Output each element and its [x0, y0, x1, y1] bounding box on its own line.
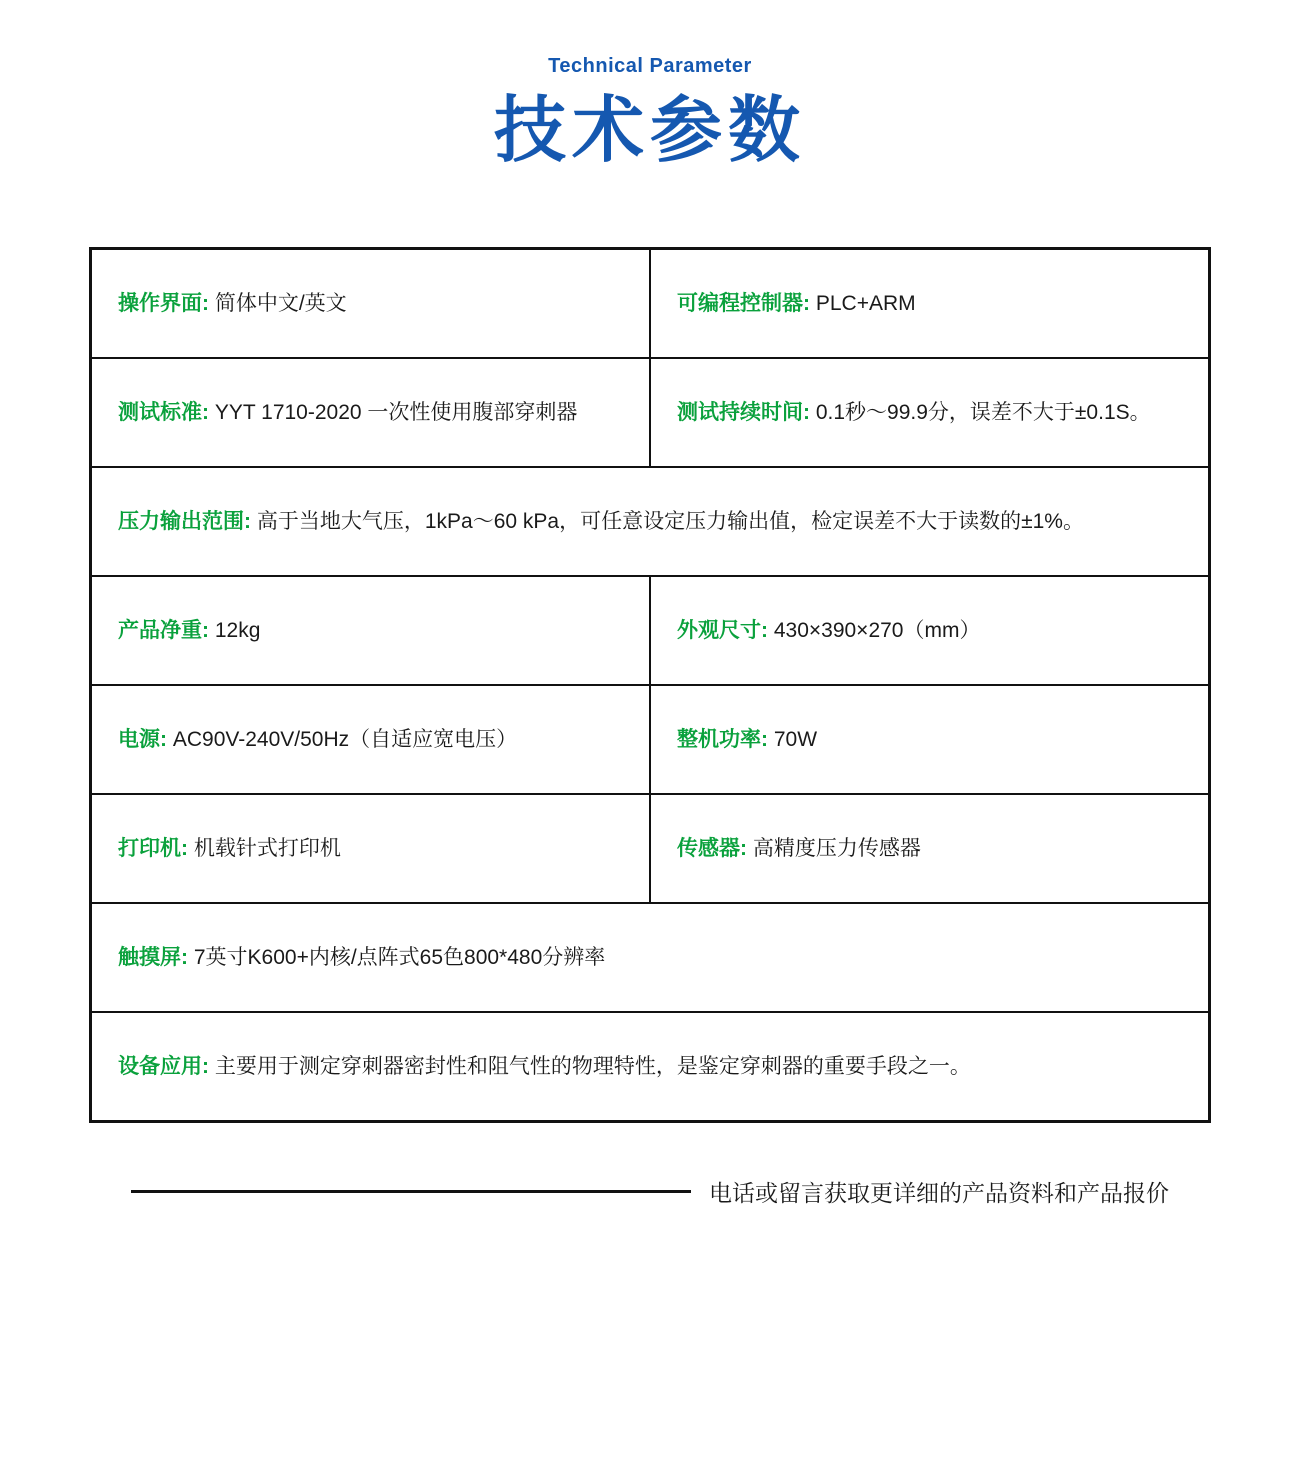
spec-value: 机载针式打印机 — [193, 836, 341, 860]
table-row — [91, 249, 1210, 359]
spec-cell — [91, 249, 651, 359]
spec-cell-content — [677, 724, 1182, 756]
spec-value: 简体中文/英文 — [214, 291, 347, 315]
spec-cell — [91, 1012, 1210, 1122]
spec-cell-content — [118, 615, 623, 647]
spec-label: 产品净重: — [118, 618, 209, 642]
table-row — [91, 1012, 1210, 1122]
spec-cell-content — [118, 724, 623, 756]
spec-value: YYT 1710-2020 一次性使用腹部穿刺器 — [214, 400, 578, 424]
spec-value: 高于当地大气压，1kPa～60 kPa，可任意设定压力输出值，检定误差不大于读数的±1%。 — [256, 509, 1084, 533]
spec-value: 0.1秒～99.9分，误差不大于±0.1S。 — [815, 400, 1151, 424]
spec-label: 电源: — [118, 727, 167, 751]
table-row — [91, 358, 1210, 467]
spec-label: 设备应用: — [118, 1054, 209, 1078]
spec-label: 测试持续时间: — [677, 400, 810, 424]
spec-cell-content — [677, 833, 1182, 865]
spec-label: 整机功率: — [677, 727, 768, 751]
spec-value: 主要用于测定穿刺器密封性和阻气性的物理特性，是鉴定穿刺器的重要手段之一。 — [214, 1054, 971, 1078]
footer-note: 电话或留言获取更详细的产品资料和产品报价 — [709, 1180, 1169, 1207]
table-row — [91, 576, 1210, 685]
table-row — [91, 467, 1210, 576]
spec-cell-content — [677, 615, 1182, 647]
spec-label: 触摸屏: — [118, 945, 188, 969]
spec-cell — [650, 794, 1210, 903]
spec-label: 可编程控制器: — [677, 291, 810, 315]
spec-cell-content — [118, 506, 1182, 538]
spec-cell-content — [118, 942, 1182, 974]
page-header — [0, 0, 1300, 171]
spec-cell — [91, 903, 1210, 1012]
page-subtitle-en: Technical Parameter — [548, 55, 752, 77]
spec-label: 外观尺寸: — [677, 618, 768, 642]
spec-value: PLC+ARM — [815, 291, 916, 315]
spec-cell — [650, 576, 1210, 685]
page-title: 技术参数 — [493, 91, 806, 171]
spec-cell — [650, 249, 1210, 359]
spec-cell — [91, 794, 651, 903]
spec-label: 传感器: — [677, 836, 747, 860]
spec-cell-content — [118, 1051, 1182, 1083]
table-row — [91, 685, 1210, 794]
footer — [0, 1175, 1300, 1208]
specifications-table-body — [91, 249, 1210, 1122]
spec-value: 70W — [773, 727, 818, 751]
spec-label: 测试标准: — [118, 400, 209, 424]
spec-cell — [650, 358, 1210, 467]
spec-cell — [91, 685, 651, 794]
table-row — [91, 794, 1210, 903]
spec-value: AC90V-240V/50Hz（自适应宽电压） — [172, 727, 518, 751]
spec-cell-content — [677, 288, 1182, 320]
spec-label: 压力输出范围: — [118, 509, 251, 533]
specifications-table — [89, 247, 1211, 1123]
spec-cell — [91, 576, 651, 685]
spec-cell-content — [677, 397, 1182, 429]
spec-value: 12kg — [214, 618, 261, 642]
spec-cell-content — [118, 397, 623, 429]
spec-cell — [91, 358, 651, 467]
spec-cell-content — [118, 833, 623, 865]
spec-label: 打印机: — [118, 836, 188, 860]
spec-value: 430×390×270（mm） — [773, 618, 981, 642]
spec-value: 7英寸K600+内核/点阵式65色800*480分辨率 — [193, 945, 606, 969]
spec-cell — [91, 467, 1210, 576]
spec-cell — [650, 685, 1210, 794]
spec-value: 高精度压力传感器 — [752, 836, 921, 860]
table-row — [91, 903, 1210, 1012]
spec-label: 操作界面: — [118, 291, 209, 315]
footer-divider — [131, 1190, 691, 1193]
spec-cell-content — [118, 288, 623, 320]
